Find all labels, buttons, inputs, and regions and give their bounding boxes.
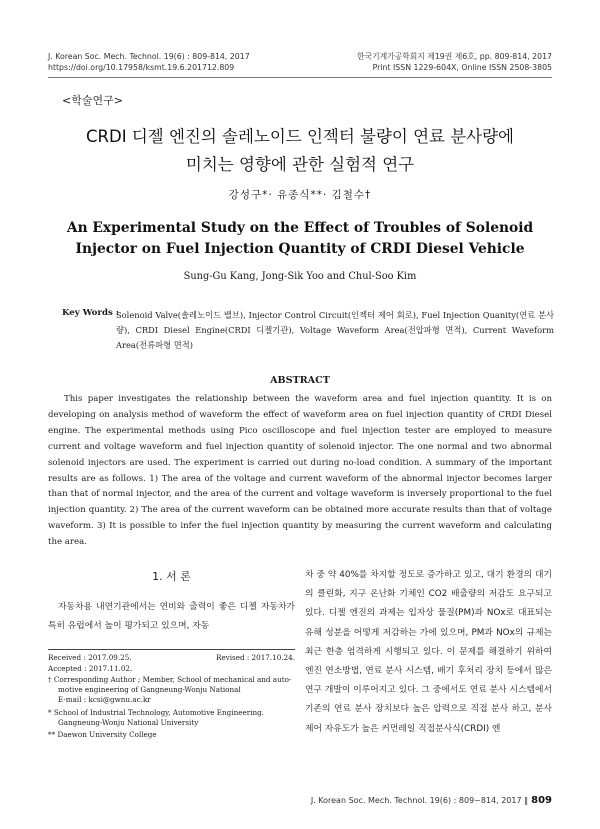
abstract-heading: ABSTRACT <box>270 375 330 386</box>
page-footer <box>311 795 552 806</box>
corresponding-author-line2: motive engineering of Gangneung-Wonju National <box>58 685 241 695</box>
journal-citation-korean: 한국기계가공학회지 제19권 제6호, pp. 809-814, 2017 <box>357 52 552 61</box>
authors-korean: 강성구*· 유종식**· 김철수† <box>228 189 372 201</box>
title-english-line1: An Experimental Study on the Effect of Troubles of Solenoid <box>66 220 534 236</box>
accepted-date: Accepted : 2017.11.02. <box>48 664 133 673</box>
footer-citation: J. Korean Soc. Mech. Technol. 19(6) : 809~814, 2017 ‖ <box>310 796 529 805</box>
intro-paragraph-right: 차 중 약 40%를 차지할 정도로 증가하고 있고, 대기 환경의 대기의 클린화, 지구 온난화 기체인 CO2 배출량의 저감도 요구되고 있다. 디젤 엔진의 과제는 입자상 물질(PM)과 NOx로 대표되는 유해 성분을 어떻게 저감하는 가에 있으며, PM과 NOx의 규제는 최근 한층 엄격하게 시행되고 있다. 이 문제를 해결하기 위하여 엔진 연소방법, 연료 분사 시스템, 배기 후처리 장치 등에서 많은 연구 개발이 이루어지고 있다. 그 중에서도 연료 분사 시스템에서 기존의 연료 분사 장치보다 높은 압력으로 직접 분사 하고, 분사 제어 자유도가 높은 커먼레일 직접분사식(CRDI) 엔 <box>305 570 552 734</box>
title-english-line2: Injector on Fuel Injection Quantity of CRDI Diesel Vehicle <box>75 241 525 257</box>
article-category: <학술연구> <box>62 94 123 107</box>
header-divider <box>48 77 552 78</box>
section-heading: 1. 서 론 <box>152 570 191 583</box>
intro-paragraph-left: 자동차용 내연기관에서는 연비와 출력이 좋은 디젤 자동차가 특히 유럽에서 높이 평가되고 있으며, 자동 <box>48 602 295 631</box>
issn-info: Print ISSN 1229-604X, Online ISSN 2508-3805 <box>372 63 552 72</box>
authors-english: Sung-Gu Kang, Jong-Sik Yoo and Chul-Soo Kim <box>183 271 417 282</box>
corresponding-author-email[interactable]: E-mail : kcsi@gwnu.ac.kr <box>58 695 151 705</box>
affiliation-2: ** Daewon University College <box>48 730 157 739</box>
abstract-text: This paper investigates the relationship between the waveform area and fuel injection quantity. It is on developing on analysis method of waveform the effect of waveform area on fuel injection quantity of CRDI Diesel engine. The experimental methods using Pico oscilloscope and fuel injection tester are employed to measure current and voltage waveform and fuel injection quantity of solenoid injector. The one normal and two abnormal solenoid injectors are used. The experiment is carried out during no-load condition. A summary of the important results are as follows. 1) The area of the voltage and current waveform of the abnormal injector becomes larger than that of normal injector, and the area of the current and voltage waveform is inversely proportional to the fuel injection quantity. 2) The area of the current waveform can be obtained more accurate results than that of voltage waveform. 3) It is possible to infer the fuel injection quantity by measuring the current waveform and calculating the area. <box>48 394 552 548</box>
journal-citation: J. Korean Soc. Mech. Technol. 19(6) : 809-814, 2017 <box>48 52 250 61</box>
affiliation-1-line2: Gangneung-Wonju National University <box>58 718 199 728</box>
footnote-divider <box>48 649 295 650</box>
keywords-text: Solenoid Valve(솔레노이드 밸브), Injector Control Circuit(인젝터 제어 회로), Fuel Injection Quanity(연료 분사량), CRDI Diesel Engine(CRDI 디젤기관), Voltage Waveform Area(전압파형 면적), Current Waveform Area(전류파형 면적) <box>116 310 554 350</box>
affiliation-1-line1: * School of Industrial Technology, Automotive Engineering. <box>48 708 264 717</box>
keywords-label: Key Words : <box>62 308 119 318</box>
page-number: 809 <box>531 795 552 806</box>
doi-link[interactable]: https://doi.org/10.17958/ksmt.19.6.201712.809 <box>48 63 235 72</box>
title-korean-line2: 미치는 영향에 관한 실험적 연구 <box>185 155 415 174</box>
corresponding-author-line1: † Corresponding Author ; Member, School of mechanical and auto- <box>48 675 292 684</box>
corresponding-author <box>48 675 295 706</box>
title-korean-line1: CRDI 디젤 엔진의 솔레노이드 인젝터 불량이 연료 분사량에 <box>86 127 514 146</box>
revised-date: Revised : 2017.10.24. <box>216 653 295 662</box>
affiliation-1 <box>48 708 295 728</box>
received-date: Received : 2017.09.25. <box>48 653 132 662</box>
